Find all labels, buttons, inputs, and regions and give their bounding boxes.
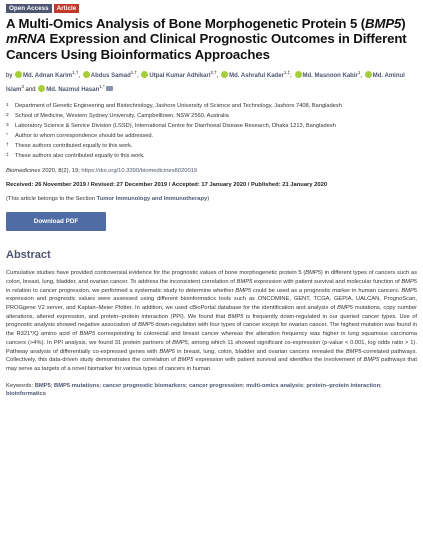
and-label: and xyxy=(25,86,36,93)
keyword-link[interactable]: multi-omics analysis xyxy=(246,382,304,389)
affiliation-item: 1 Department of Genetic Engineering and Biotechnology, Jashore University of Science and Technology, Jashore 7408, Bangladesh xyxy=(6,103,342,110)
orcid-icon[interactable] xyxy=(295,71,302,78)
orcid-icon[interactable] xyxy=(221,71,228,78)
keyword-link[interactable]: BMP5 xyxy=(34,382,51,389)
doi-link[interactable]: https://doi.org/10.3390/biomedicines8020019 xyxy=(81,168,198,175)
abstract-heading: Abstract xyxy=(6,249,51,262)
author-link[interactable]: Md. Ashraful Kader xyxy=(229,73,284,80)
section-note: (This article belongs to the Section Tumor Immunology and Immunotherapy) xyxy=(6,196,210,203)
author-link[interactable]: Abdus Samad xyxy=(90,73,131,80)
author-link[interactable]: Md. Aminul Islam xyxy=(6,73,405,93)
publication-dates: Received: 26 November 2019 / Revised: 27 December 2019 / Accepted: 17 January 2020 / Published: 21 January 2020 xyxy=(6,182,328,189)
section-link[interactable]: Tumor Immunology and Immunotherapy xyxy=(96,196,208,203)
keywords-label: Keywords: xyxy=(6,382,35,389)
article-title: A Multi-Omics Analysis of Bone Morphogenetic Protein 5 (BMP5) mRNA Expression and Clinical Prognostic Outcomes in Different Cancers Using Bioinformatics Approaches xyxy=(6,16,407,62)
affiliation-item: 3 Laboratory Science & Service Division (LSSD), International Centre for Diarrhoeal Disease Research, Dhaka 1213, Bangladesh xyxy=(6,123,336,130)
open-access-badge: Open Access xyxy=(6,4,52,13)
affiliation-item: † These authors contributed equally to this work. xyxy=(6,143,133,150)
keyword-link[interactable]: bioinformatics xyxy=(6,391,46,398)
author-link[interactable]: Utpal Kumar Adhikari xyxy=(149,73,211,80)
badge-row xyxy=(6,4,417,13)
affiliation-item: 2 School of Medicine, Western Sydney University, Campbelltown, NSW 2560, Australia xyxy=(6,113,229,120)
author-link[interactable]: Md. Adnan Karim xyxy=(23,73,73,80)
author-link[interactable]: Md. Nazmul Hasan xyxy=(46,86,100,93)
download-pdf-button[interactable]: Download PDF xyxy=(6,212,106,231)
affiliation-item: ‡ These authors also contributed equally to this work. xyxy=(6,153,145,160)
orcid-icon[interactable] xyxy=(365,71,372,78)
keyword-link[interactable]: protein–protein interaction xyxy=(306,382,381,389)
email-icon[interactable] xyxy=(106,86,113,91)
journal-name: Biomedicines xyxy=(6,168,41,175)
affiliation-item: * Author to whom correspondence should be addressed. xyxy=(6,133,154,140)
keyword-link[interactable]: cancer prognostic biomarkers xyxy=(102,382,186,389)
by-label: by xyxy=(6,73,13,80)
keywords: Keywords: BMP5; BMP5 mutations; cancer prognostic biomarkers; cancer progression; multi-omics analysis; protein–protein interaction; bioinformatics xyxy=(6,382,382,398)
abstract-text: Cumulative studies have provided controversial evidence for the prognostic values of bone morphogenetic protein 5 (BMP5) in different types of cancers such as colon, breast, lung, bladder, and ovarian cancer. To address the inconsistent correlation of BMP5 expression with patient survival and molecular function of BMP5 in relation to cancer progression, we performed a systematic study to determine whether BMP5 could be used as a prognostic marker in human cancers. BMP5 expression and prognostic values were assessed using different bioinformatics tools such as ONCOMINE, GENT, TCGA, GEPIA, UALCAN, PrognoScan, PROGgene V2 server, and Kaplan–Meier Plotter. In addition, we used cBioPortal database for the identification and analysis of BMP5 mutations, copy number alterations, altered expression, and protein–protein interaction (PPI). We found that BMP5 is frequently down-regulated in our queried cancer types. Use of prognostic analysis showed negative association of BMP5 down-regulation with four types of cancer except for ovarian cancer. The highest mutation was found in the R321*/Q amino acid of BMP5 corresponding to colorectal and breast cancer whereas the alteration frequency was higher in lung squamous carcinoma cancers (>4%). In PPI analysis, we found 31 protein partners of BMP5, among which 11 showed significant co-expression (p-value < 0.001, log odds ratio > 1). Pathway analysis of differentially co-expressed genes with BMP5 in breast, lung, colon, bladder and ovarian cancers revealed the BMP5-correlated pathways. Collectively, this data-driven study demonstrates the correlation of BMP5 expression with patient survival and identifies the involvement of BMP5 pathways that may serve as targets of a novel biomarker for various types of cancers in human. xyxy=(6,270,417,372)
affiliations xyxy=(6,102,417,160)
orcid-icon[interactable] xyxy=(38,85,45,92)
orcid-icon[interactable] xyxy=(15,71,22,78)
orcid-icon[interactable] xyxy=(141,71,148,78)
keyword-link[interactable]: cancer progression xyxy=(189,382,243,389)
keyword-link[interactable]: BMP5 mutations xyxy=(54,382,100,389)
author-link[interactable]: Md. Masnoon Kabir xyxy=(302,73,358,80)
article-type-badge: Article xyxy=(54,4,80,13)
author-list: by Md. Adnan Karim$^{1,\dagger}$, Abdus Samad$^{1,\dagger}$, Utpal Kumar Adhikari$^{2,\dagger}$, Md. Ashraful Kader$^{1,\ddagger}$, Md. Masnoon Kabir$^1$, Md. Aminul Islam$^3$ and Md. Nazmul Hasan$^{1,*}$ xyxy=(6,70,405,93)
orcid-icon[interactable] xyxy=(83,71,90,78)
citation: Biomedicines 2020, 8(2), 19; https://doi.org/10.3390/biomedicines8020019 xyxy=(6,168,198,175)
